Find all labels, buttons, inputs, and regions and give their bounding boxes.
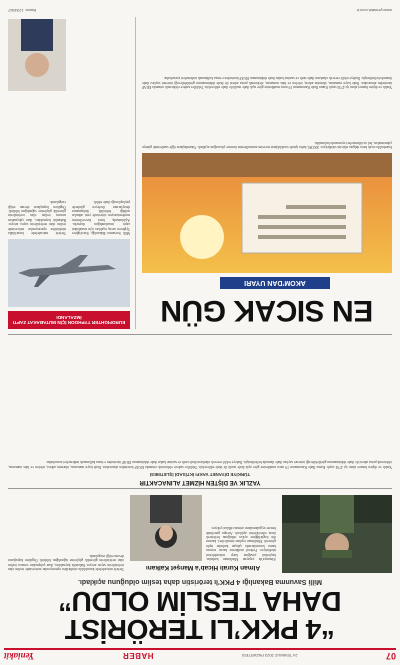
heat-badge: AKOM’DAN UYARI (220, 277, 330, 289)
headline-line-1: “4 PKK’LI TERÖRİST (65, 614, 335, 645)
main-headline (8, 587, 392, 643)
headline-line-2: DAHA TESLİM OLDU” (58, 586, 342, 617)
masthead (4, 648, 396, 662)
newspaper-logo: Yeniakit (4, 651, 35, 661)
eurofighter-photo (8, 239, 130, 307)
eurofighter-title: EUROFIGHTER TYPHOON İÇİN MUTABAKAT ZAPTI İMZALANDI (8, 311, 130, 329)
notice-body: Yazlık ve dişten hizmet alımı işi 4734 sayılı Kamu İhale Kanununun 19 uncu maddesine göre açık ihale usulü ile ihale edilecektir. Teklifler sadece elektronik ortamda EKAP üzerinden alınacaktır. İhale kayıt numarası, idarenin adresi, telefon ve faks numarası, elektronik posta adresi ile ihale dokümanının görülebileceği internet sayfası ihale ilanında belirtilmiştir. İhaleye teklif verecek olanların ihale tarih ve saatine kadar ihale dokümanını EKAP üzerinden e-imza kullanarak indirmeleri zorunludur. (8, 460, 392, 469)
story-raf-photo (130, 495, 202, 561)
story-raf-body: Almanya'da yaşayan Müslüman kadınlar, başörtüsü yasağına karşı mücadelesini sürdürüyor. Federal mahkeme kararı sonrası kamu kurumlarında çalışan kadınlar tepki gösterdi. Müslüman toplum temsilcileri, kararın din özgürlüğüne aykırı olduğunu belirterek itiraz edeceklerini açıkladı. Avrupa genelinde benzer uygulamaların artması dikkat çekiyor. (206, 526, 276, 561)
heat-photo (142, 153, 392, 273)
issue-date: 24 TEMMUZ 2023 PAZARTESİ (241, 653, 298, 659)
lower-left-body: Yazlık ve dişten hizmet alımı işi 4734 sayılı Kamu İhale Kanununun 19 uncu maddesine göre açık ihale usulü ile ihale edilecektir. Teklifler sadece elektronik ortamda EKAP üzerinden alınacaktır. İhale kayıt numarası, idarenin adresi, telefon ve faks numarası, elektronik posta adresi ile ihale dokümanının görülebileceği internet sayfası ihale ilanında belirtilmiştir. İhaleye teklif verecek olanların ihale tarih ve saatine kadar ihale dokümanını EKAP üzerinden e-imza kullanarak indirmeleri zorunludur. (142, 76, 392, 89)
eurofighter-body-col-2: Terörle mücadelede kararlılıkla sürdürülen operasyonlar neticesinde teslim olan teröristlerin sayısı artıyor. Bakanlık kaynakları, ikna çalışmaları sonucu teslim olan teröristlerin güvenlik güçlerine sığındığını bildirdi. Örgütten kopuşların devam ettiği vurgulandı. (8, 200, 66, 235)
headline-photo (282, 495, 392, 573)
heat-body: İstanbul'da sıcak hava dalgası etkisini sürdürüyor. AKOM, hafta içinde sıcaklıkların mevsim normallerinin üzerine çıkacağını açıkladı. Vatandaşların öğle saatlerinde güneşe çıkmamaları, bol su tüketmeleri uyarısında bulunuldu. (142, 140, 392, 149)
column-divider (135, 17, 136, 329)
eurofighter-body-col-1: Milli Savunma Bakanlığı, Eurofighter Typhoon savaş uçakları için mutabakat zaptı imzalandığını duyurdu. Açıklamada, hava kuvvetlerinin modernizasyon sürecinde yeni adımlar atıldığı belirtildi. Anlaşmanın detaylarının ilerleyen günlerde paylaşılacağı ifade edildi. (72, 200, 130, 235)
divider-1 (8, 488, 392, 489)
section-label: HABER (122, 651, 154, 661)
right-column-body: Terörle mücadelede kararlılıkla sürdürülen operasyonlar neticesinde teslim olan teröristlerin sayısı artıyor. Bakanlık kaynakları, ikna çalışmaları sonucu teslim olan teröristlerin güvenlik güçlerine sığındığını bildirdi. Örgütten kopuşların devam ettiği vurgulandı. (8, 553, 124, 571)
divider-2 (8, 334, 392, 335)
notice-title: YAZLIK VE DİŞTEN HİZMET ALINACAKTIR (139, 479, 261, 485)
headline-subhead: Milli Savunma Bakanlığı 4 PKK'lı teröristin daha teslim olduğunu açıkladı. (78, 578, 322, 585)
notice-subtitle: TÜRKİYE DİYANET VAKFI İKTİSADİ İŞLETMESİ (149, 472, 251, 477)
footer-right: Basın: 1234567 (8, 8, 37, 13)
footer-left: www.yeniakit.com.tr (356, 8, 392, 13)
story-raf-title: Alman Kuralı Hicab’a Manşet Kalkanı (145, 564, 261, 571)
page-number: 07 (385, 651, 396, 661)
heat-title: EN SICAK GÜN (160, 294, 374, 327)
portrait-photo (8, 19, 66, 91)
